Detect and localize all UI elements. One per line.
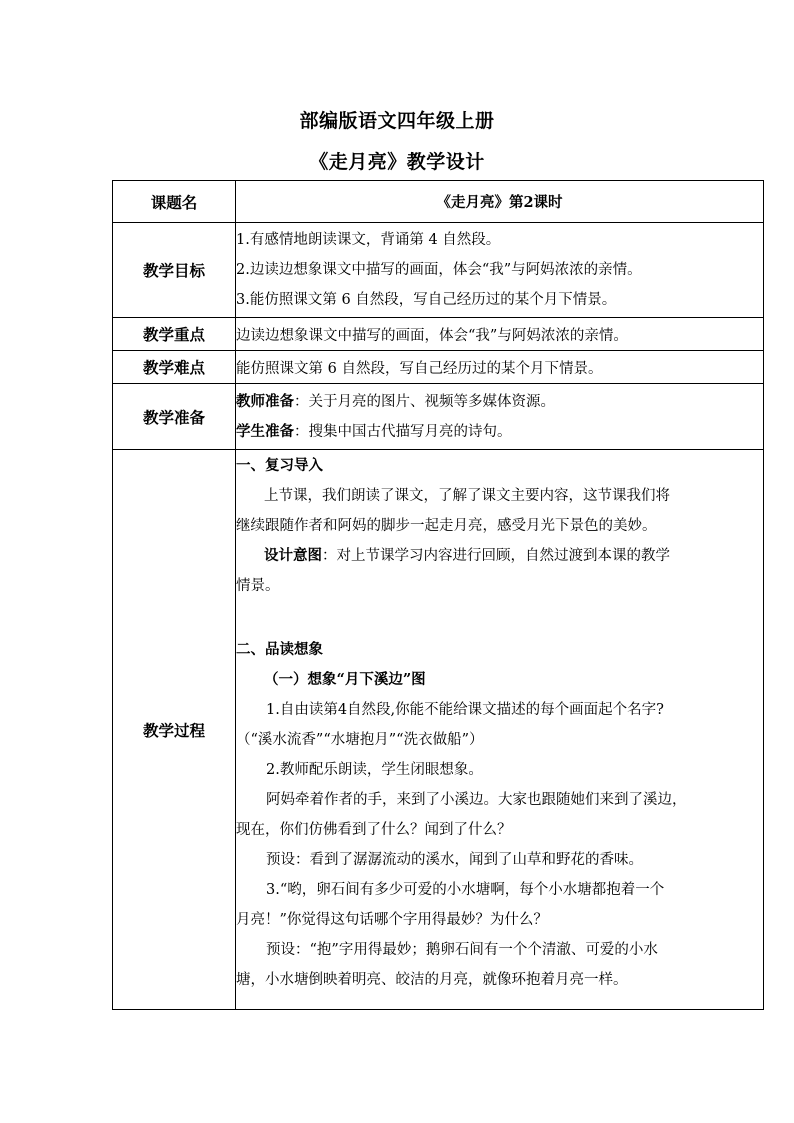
- section2-title: 二、品读想象: [236, 641, 323, 658]
- label-preparation: 教学准备: [113, 384, 236, 450]
- row-objectives: [113, 223, 764, 318]
- question-line: （“溪水流香”“水塘抱月”“洗衣做船”）: [236, 732, 484, 748]
- section1-paragraph-line: 继续跟随作者和阿妈的脚步一起走月亮，感受月光下景色的美妙。: [236, 518, 657, 534]
- paragraph-line: 现在，你们仿佛看到了什么？闻到了什么？: [236, 822, 512, 838]
- question-line: 月亮！”你觉得这句话哪个字用得最妙？为什么？: [236, 912, 548, 928]
- design-intent-text: ：对上节课学习内容进行回顾，自然过渡到本课的教学: [322, 548, 670, 564]
- paragraph-line: 阿妈牵着作者的手，来到了小溪边。大家也跟随她们来到了溪边，: [266, 792, 687, 808]
- objective-item: 3.能仿照课文第 6 自然段，写自己经历过的某个月下情景。: [236, 292, 617, 308]
- label-topic: 课题名: [113, 181, 236, 223]
- row-process: [113, 450, 764, 1010]
- row-difficulty: [113, 351, 764, 384]
- teacher-prep-text: ：关于月亮的图片、视频等多媒体资源。: [294, 393, 555, 410]
- focus-value: 边读边想象课文中描写的画面，体会“我”与阿妈浓浓的亲情。: [236, 318, 764, 351]
- objective-item: 2.边读边想象课文中描写的画面，体会“我”与阿妈浓浓的亲情。: [236, 262, 642, 278]
- row-topic: [113, 181, 764, 223]
- label-difficulty: 教学难点: [113, 351, 236, 384]
- spacer: [236, 601, 763, 635]
- section1-title: 一、复习导入: [236, 457, 323, 474]
- process-cell: [236, 450, 764, 1010]
- student-preparation: [236, 417, 763, 447]
- document-subtitle: 《走月亮》教学设计: [309, 151, 485, 173]
- subsection1-title: （一）想象“月下溪边”图: [264, 671, 426, 688]
- row-focus: [113, 318, 764, 351]
- topic-value: 《走月亮》第2课时: [236, 181, 764, 223]
- question-line: 1.自由读第4自然段,你能不能给课文描述的每个画面起个名字?: [266, 702, 664, 718]
- label-process: 教学过程: [113, 450, 236, 1010]
- preset-answer: 预设：“抱”字用得最妙；鹅卵石间有一个个清澈、可爱的小水: [266, 942, 658, 958]
- question-line: 3.“哟，卵石间有多少可爱的小水塘啊，每个小水塘都抱着一个: [266, 882, 665, 898]
- student-prep-label: 学生准备: [236, 422, 294, 440]
- question-line: 2.教师配乐朗读，学生闭眼想象。: [266, 762, 483, 778]
- section1-paragraph-line: 上节课，我们朗读了课文，了解了课文主要内容，这节课我们将: [264, 488, 670, 504]
- document-title: 部编版语文四年级上册: [299, 110, 495, 132]
- preset-answer: 塘，小水塘倒映着明亮、皎洁的月亮，就像环抱着月亮一样。: [236, 972, 628, 988]
- preset-answer: 预设：看到了潺潺流动的溪水，闻到了山草和野花的香味。: [266, 852, 643, 868]
- label-objectives: 教学目标: [113, 223, 236, 318]
- design-intent: [236, 541, 763, 571]
- objective-item: 1.有感情地朗读课文，背诵第 4 自然段。: [236, 232, 501, 248]
- design-intent-line: 情景。: [236, 578, 280, 594]
- student-prep-text: ：搜集中国古代描写月亮的诗句。: [294, 423, 512, 440]
- teacher-preparation: [236, 387, 763, 417]
- label-focus: 教学重点: [113, 318, 236, 351]
- preparation-cell: [236, 384, 764, 450]
- lesson-plan-table: [112, 180, 764, 1010]
- design-intent-label: 设计意图: [264, 547, 322, 564]
- objectives-cell: [236, 223, 764, 318]
- row-preparation: [113, 384, 764, 450]
- teacher-prep-label: 教师准备: [236, 392, 294, 410]
- difficulty-value: 能仿照课文第 6 自然段，写自己经历过的某个月下情景。: [236, 351, 764, 384]
